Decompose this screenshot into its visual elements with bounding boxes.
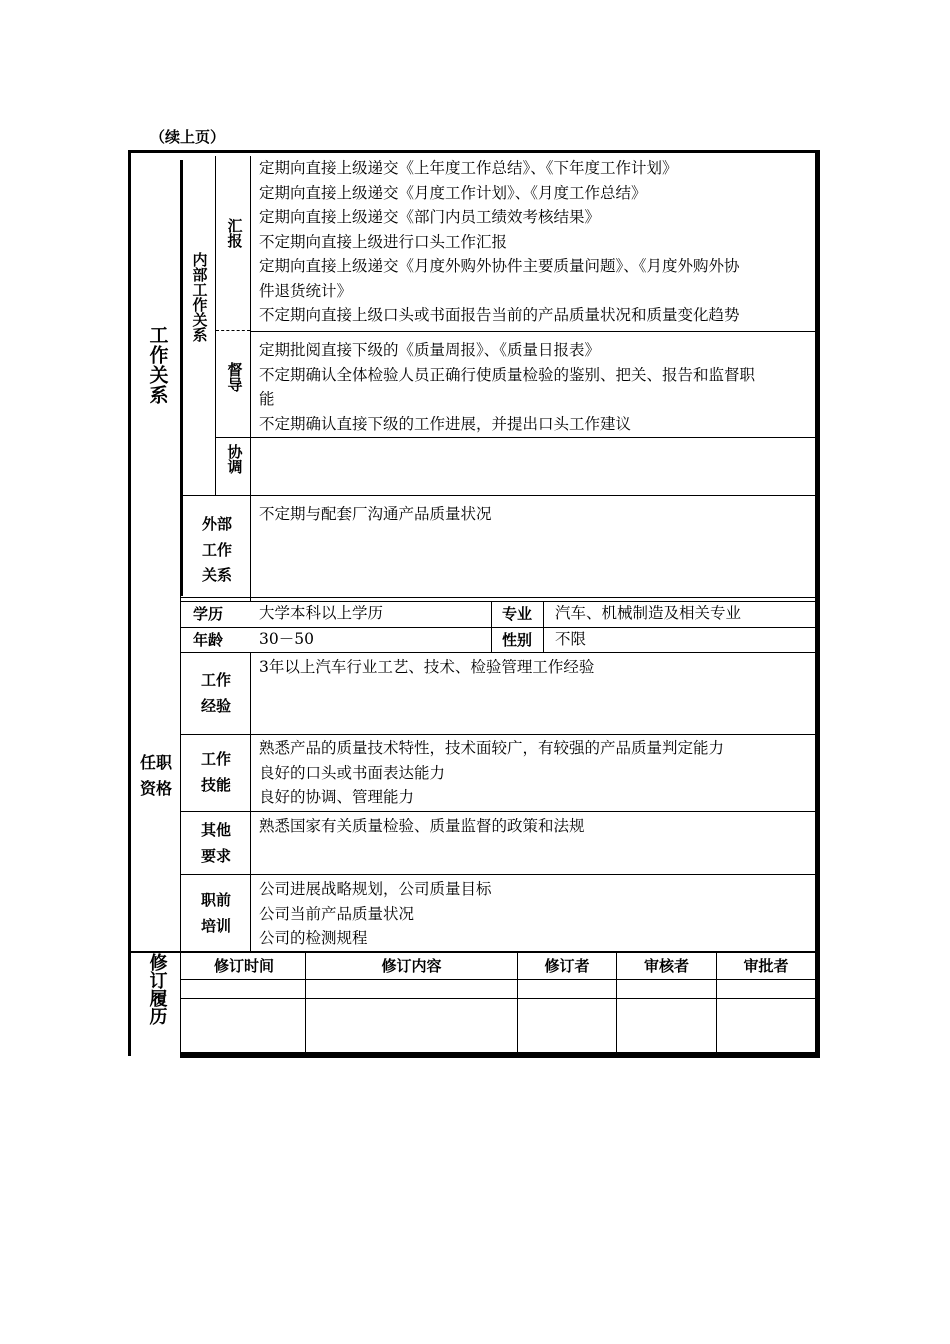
- training-label: [185, 888, 247, 939]
- experience-label: [185, 668, 247, 719]
- skills-line: 良好的口头或书面表达能力: [259, 763, 446, 782]
- major-value: 汽车、机械制造及相关专业: [555, 604, 742, 622]
- external-lines: [259, 502, 811, 527]
- continued-label: （续上页）: [150, 128, 226, 146]
- skills-label-line: 技能: [200, 775, 231, 794]
- external-line: 不定期与配套厂沟通产品质量状况: [259, 505, 492, 523]
- external-label-line: 工作: [201, 540, 232, 559]
- skills-line: 良好的协调、管理能力: [259, 788, 415, 806]
- work-relations-label-char: 工作关系: [146, 325, 169, 405]
- supervise-label-text: 督导: [225, 362, 244, 392]
- education-value: 大学本科以上学历: [259, 604, 384, 622]
- other-label-line: 其他: [200, 821, 231, 839]
- experience-line: 3年以上汽车行业工艺、技术、检验管理工作经验: [259, 658, 595, 676]
- revision-history-section-label: [136, 953, 178, 1032]
- qualifications-label-line: 任职: [139, 753, 172, 772]
- age-label: 年龄: [192, 631, 223, 649]
- internal-relations-label: [185, 252, 213, 350]
- revision-header-content: 修订内容: [381, 957, 442, 975]
- revision-header-reviser: 修订者: [544, 957, 590, 975]
- external-relations-label: [188, 512, 246, 589]
- revision-label-text: 修订履历: [146, 953, 168, 1025]
- external-label-line: 关系: [201, 566, 232, 584]
- other-requirements-label: [185, 818, 247, 869]
- report-line: 不定期向直接上级口头或书面报告当前的产品质量状况和质量变化趋势: [259, 306, 740, 324]
- training-label-line: 职前: [200, 891, 231, 909]
- revision-header-reviewer: 审核者: [643, 957, 689, 975]
- age-value: 30－50: [259, 630, 314, 648]
- education-label: 学历: [192, 605, 223, 623]
- report-lines: [259, 156, 811, 328]
- job-description-table: [128, 150, 820, 1058]
- report-line: 定期向直接上级递交《上年度工作总结》、《下年度工作计划》: [259, 159, 678, 177]
- report-line: 不定期向直接上级进行口头工作汇报: [259, 232, 508, 251]
- qualifications-label-line: 资格: [139, 779, 172, 798]
- coordinate-label: [220, 444, 248, 482]
- skills-label-line: 工作: [200, 750, 231, 768]
- training-line: 公司的检测规程: [259, 929, 368, 947]
- supervise-line: 能: [259, 390, 275, 408]
- training-line: 公司当前产品质量状况: [259, 904, 415, 923]
- major-label: 专业: [501, 605, 532, 623]
- report-label-text: 汇报: [225, 218, 244, 248]
- report-label: [220, 218, 248, 256]
- other-line: 熟悉国家有关质量检验、质量监督的政策和法规: [259, 817, 585, 835]
- skills-lines: [259, 736, 811, 810]
- other-label-line: 要求: [200, 846, 231, 865]
- experience-lines: [259, 655, 811, 680]
- external-label-line: 外部: [201, 515, 232, 533]
- internal-relations-label-text: 内部工作关系: [190, 252, 209, 342]
- training-lines: [259, 877, 811, 951]
- training-label-line: 培训: [200, 916, 231, 935]
- gender-label: 性别: [501, 631, 532, 649]
- revision-header-approver: 审批者: [743, 957, 789, 975]
- supervise-lines: [259, 338, 811, 436]
- experience-label-line: 工作: [200, 671, 231, 689]
- skills-line: 熟悉产品的质量技术特性，技术面较广，有较强的产品质量判定能力: [259, 739, 725, 757]
- revision-header-time: 修订时间: [213, 957, 274, 975]
- coordinate-label-text: 协调: [225, 444, 244, 474]
- supervise-label: [220, 362, 248, 400]
- work-relations-section-label: [138, 325, 176, 405]
- experience-label-line: 经验: [200, 696, 231, 715]
- skills-label: [185, 747, 247, 798]
- report-line: 定期向直接上级递交《月度外购外协件主要质量问题》、《月度外购外协: [259, 257, 740, 275]
- supervise-line: 不定期确认全体检验人员正确行使质量检验的鉴别、把关、报告和监督职: [259, 365, 756, 384]
- supervise-line: 定期批阅直接下级的《质量周报》、《质量日报表》: [259, 341, 601, 359]
- other-lines: [259, 814, 811, 839]
- report-line: 件退货统计》: [259, 281, 353, 300]
- qualifications-section-label: [134, 750, 178, 802]
- report-line: 定期向直接上级递交《月度工作计划》、《月度工作总结》: [259, 183, 647, 202]
- report-line: 定期向直接上级递交《部门内员工绩效考核结果》: [259, 208, 601, 226]
- gender-value: 不限: [555, 630, 587, 648]
- supervise-line: 不定期确认直接下级的工作进展，并提出口头工作建议: [259, 414, 632, 433]
- training-line: 公司进展战略规划，公司质量目标: [259, 880, 492, 898]
